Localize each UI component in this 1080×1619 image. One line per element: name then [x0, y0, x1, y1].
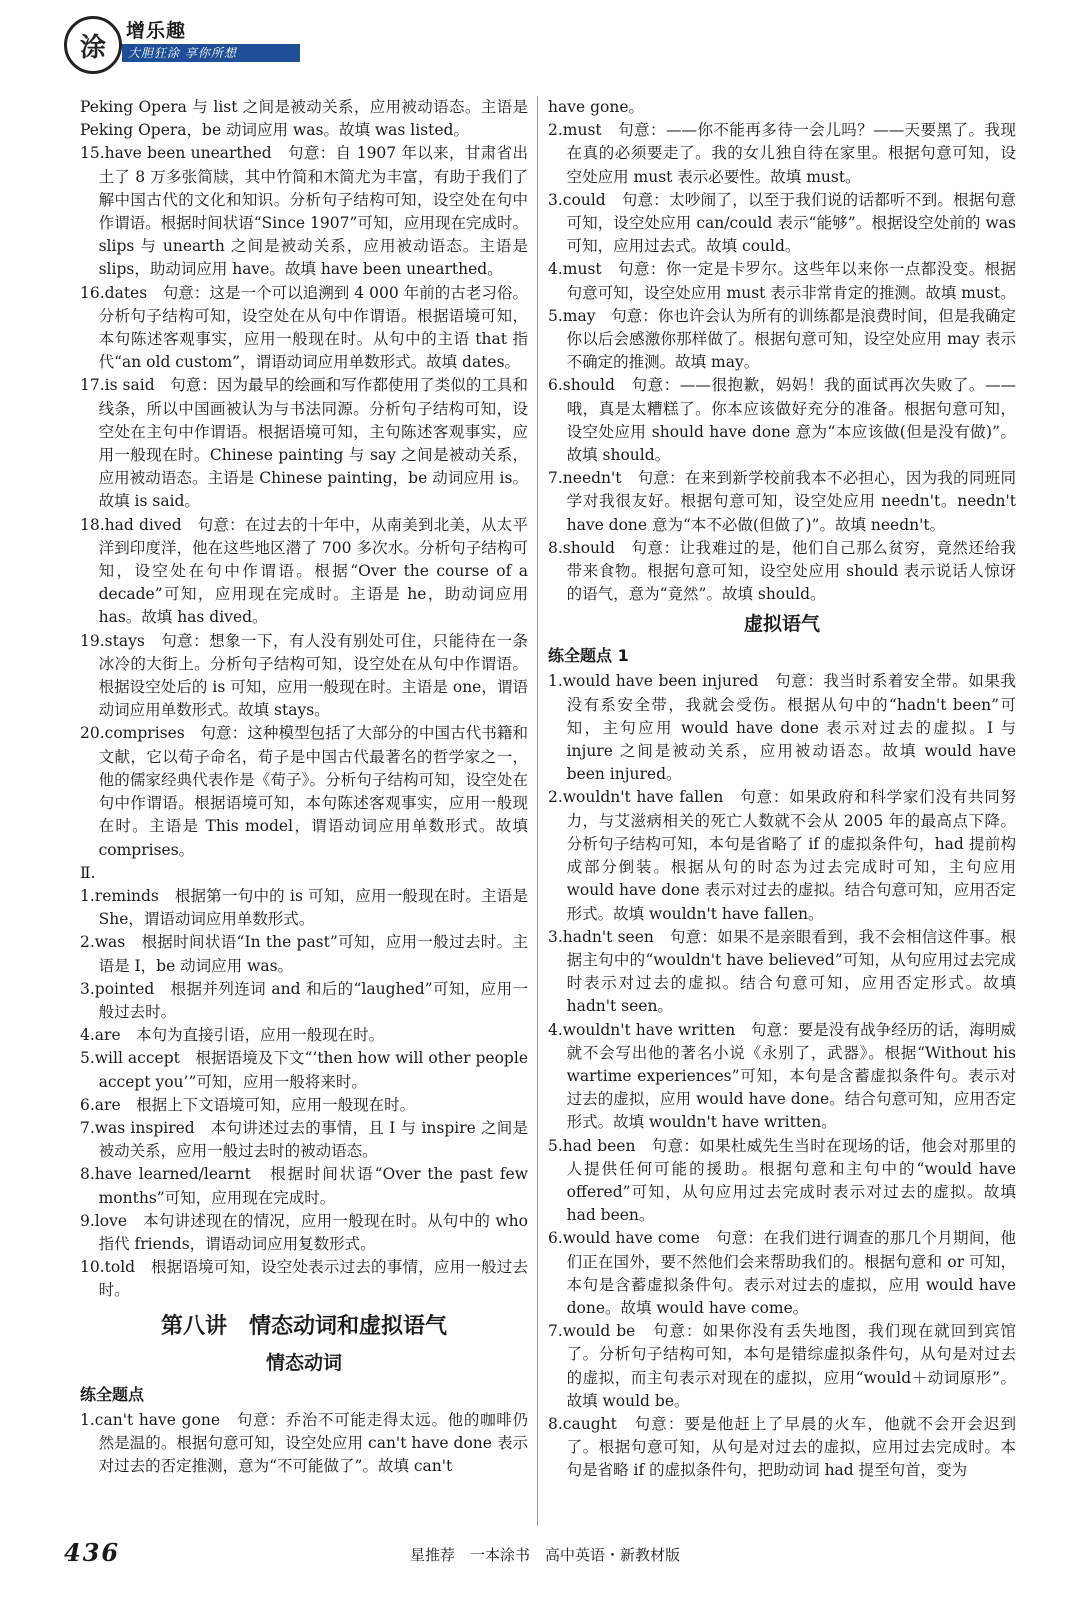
answer-item: 5.had been 句意：如果杜威先生当时在现场的话，他会对那里的人提供任何可能的援助。根据句意和主句中的“would have offered”可知，从句应用过去完成时表示对过去的虚拟。故填 had been。 — [548, 1136, 1016, 1225]
column-divider — [537, 96, 538, 1526]
answer-item: 2.was 根据时间状语“In the past”可知，应用一般过去时。主语是 I，be 动词应用 was。 — [80, 933, 528, 975]
logo-title: 增乐趣 — [126, 20, 187, 42]
answer-item: 17.is said 句意：因为最早的绘画和写作都使用了类似的工具和线条，所以中国画被认为与书法同源。分析句子结构可知，设空处在主句中作谓语。根据语境可知，主句陈述客观事实，应用一般现在时。Chinese painting 与 say 之间是被动关系，应用被动语态。主语是 Chinese painting，be 动词应用 is。故填 is said。 — [80, 376, 528, 511]
answer-item: 6.should 句意：——很抱歉，妈妈！我的面试再次失败了。——哦，真是太糟糕了。你本应该做好充分的准备。根据句意可知，设空处应用 should have done 意为“本应该做(但是没有做)”。故填 should。 — [548, 376, 1016, 465]
answer-item: 7.would be 句意：如果你没有丢失地图，我们现在就回到宾馆了。分析句子结构可知，本句是错综虚拟条件句，从句是对过去的虚拟，而主句表示对现在的虚拟，应用“would＋动词原形”。故填 would be。 — [548, 1322, 1016, 1410]
page-header — [64, 14, 364, 90]
answer-item: 1.reminds 根据第一句中的 is 可知，应用一般现在时。主语是 She，谓语动词应用单数形式。 — [80, 886, 528, 929]
answer-item: 3.hadn't seen 句意：如果不是亲眼看到，我不会相信这件事。根据主句中的“wouldn't have believed”可知，从句应用过去完成时表示对过去的虚拟。结合句意可知，应用否定形式。故填 hadn't seen。 — [548, 927, 1016, 1016]
answer-item: 2.must 句意：——你不能再多待一会儿吗？——天要黑了。我现在真的必须要走了。我的女儿独自待在家里。根据句意可知，设空处应用 must 表示必要性。故填 must。 — [548, 121, 1016, 186]
answer-item: 8.have learned/learnt 根据时间状语“Over the past few months”可知，应用现在完成时。 — [80, 1165, 528, 1207]
left-column — [80, 96, 528, 1478]
answer-item: 4.are 本句为直接引语，应用一般现在时。 — [80, 1026, 385, 1045]
answer-item: 6.would have come 句意：在我们进行调查的那几个月期间，他们正在国外，要不然他们会来帮助我们的。根据句意和 or 可知，本句是含蓄虚拟条件句。表示对过去的虚拟，应用 would have done。故填 would have come。 — [548, 1229, 1016, 1317]
logo-emblem: 涂 — [64, 16, 122, 74]
answer-item: 15.have been unearthed 句意：自 1907 年以来，甘肃省出土了 8 万多张简牍，其中竹简和木简尤为丰富，有助于我们了解中国古代的文化和知识。分析句子结构可知，设空处在句中作谓语。根据时间状语“Since 1907”可知，应用现在完成时。slips 与 unearth 之间是被动关系，应用被动语态。主语是 slips，助动词应用 have。故填 have been unearthed。 — [80, 144, 528, 279]
answer-item: 4.must 句意：你一定是卡罗尔。这些年以来你一点都没变。根据句意可知，设空处应用 must 表示非常肯定的推测。故填 must。 — [548, 260, 1016, 302]
subsection-title: 练全题点 1 — [548, 646, 629, 666]
page-number: 436 — [64, 1538, 121, 1567]
text-paragraph: Ⅱ. — [80, 863, 96, 882]
section-title: 虚拟语气 — [743, 613, 820, 636]
answer-item: 3.could 句意：太吵闹了，以至于我们说的话都听不到。根据句意可知，设空处应用 can/could 表示“能够”。根据设空处前的 was 可知，应用过去式。故填 could。 — [548, 190, 1016, 256]
logo-slogan: 大胆狂涂 享你所想 — [122, 44, 300, 62]
answer-item: 5.may 句意：你也许会认为所有的训练都是浪费时间，但是我确定你以后会感激你那样做了。根据句意可知，设空处应用 may 表示不确定的推测。故填 may。 — [548, 306, 1016, 372]
book-title: 星推荐 一本涂书 高中英语・新教材版 — [410, 1546, 681, 1564]
section-title: 情态动词 — [265, 1351, 342, 1374]
text-paragraph: have gone。 — [548, 98, 644, 116]
answer-item: 1.can't have gone 句意：乔治不可能走得太远。他的咖啡仍然是温的。根据句意可知，设空处应用 can't have done 表示对过去的否定推测，意为“不可能做了”。故填 can't — [80, 1410, 528, 1475]
answer-item: 1.would have been injured 句意：我当时系着安全带。如果我没有系安全带，我就会受伤。根据从句中的“hadn't been”可知，主句应用 would have done 表示对过去的虚拟。I 与 injure 之间是被动关系，应用被动语态。故填 would have been injured。 — [548, 672, 1016, 784]
answer-item: 10.told 根据语境可知，设空处表示过去的事情，应用一般过去时。 — [80, 1258, 528, 1300]
answer-item: 8.should 句意：让我难过的是，他们自己那么贫穷，竟然还给我带来食物。根据句意可知，设空处应用 should 表示说话人惊讶的语气，意为“竟然”。故填 should。 — [548, 538, 1016, 604]
answer-item: 9.love 本句讲述现在的情况，应用一般现在时。从句中的 who 指代 friends，谓语动词应用复数形式。 — [80, 1211, 528, 1253]
subsection-title: 练全题点 — [80, 1384, 145, 1404]
answer-item: 16.dates 句意：这是一个可以追溯到 4 000 年前的古老习俗。分析句子结构可知，设空处在从句中作谓语。根据语境可知，本句陈述客观事实，应用一般现在时。从句中的主语 that 指代“an old custom”，谓语动词应用单数形式。故填 dates。 — [80, 283, 528, 372]
answer-item: 18.had dived 句意：在过去的十年中，从南美到北美，从太平洋到印度洋，他在这些地区潜了 700 多次水。分析句子结构可知，设空处在句中作谓语。根据“Over the course of a decade”可知，应用现在完成时。主语是 he，助动词应用 has。故填 has dived。 — [80, 515, 528, 627]
answer-item: 7.was inspired 本句讲述过去的事情，且 I 与 inspire 之间是被动关系，应用一般过去时的被动语态。 — [80, 1118, 528, 1161]
answer-item: 3.pointed 根据并列连词 and 和后的“laughed”可知，应用一般过去时。 — [80, 979, 528, 1021]
answer-item: 4.wouldn't have written 句意：要是没有战争经历的话，海明威就不会写出他的著名小说《永别了，武器》。根据“Without his wartime experiences”可知，本句是含蓄虚拟条件句。表示对过去的虚拟，应用 would have done。结合句意可知，应用否定形式。故填 wouldn't have written。 — [548, 1020, 1016, 1132]
text-paragraph: Peking Opera 与 list 之间是被动关系，应用被动语态。主语是 Peking Opera，be 动词应用 was。故填 was listed。 — [80, 98, 528, 140]
answer-item: 19.stays 句意：想象一下，有人没有别处可住，只能待在一条冰冷的大街上。分析句子结构可知，设空处在从句中作谓语。根据设空处后的 is 可知，应用一般现在时。主语是 one，谓语动词应用单数形式。故填 stays。 — [80, 631, 528, 720]
answer-item: 7.needn't 句意：在来到新学校前我本不必担心，因为我的同班同学对我很友好。根据句意可知，设空处应用 needn't。needn't have done 意为“本不必做(但做了)”。故填 needn't。 — [548, 469, 1016, 534]
answer-item: 8.caught 句意：要是他赶上了早晨的火车，他就不会开会迟到了。根据句意可知，从句是对过去的虚拟，应用过去完成时。本句是省略 if 的虚拟条件句，把助动词 had 提至句首，变为 — [548, 1414, 1016, 1480]
page-footer — [0, 1534, 1080, 1574]
answer-item: 2.wouldn't have fallen 句意：如果政府和科学家们没有共同努力，与艾滋病相关的死亡人数就不会从 2005 年的最高点下降。分析句子结构可知，本句是省略了 if 的虚拟条件句，had 提前构成部分倒装。根据从句的时态为过去完成时可知，主句应用 would have done 表示对过去的虚拟。结合句意可知，应用否定形式。故填 wouldn't have fallen。 — [548, 788, 1016, 923]
lecture-title: 第八讲 情态动词和虚拟语气 — [160, 1313, 447, 1339]
right-column — [548, 96, 1016, 1483]
answer-item: 5.will accept 根据语境及下文“‘then how will other people accept you’”可知，应用一般将来时。 — [80, 1049, 528, 1091]
answer-item: 6.are 根据上下文语境可知，应用一般现在时。 — [80, 1095, 416, 1114]
answer-item: 20.comprises 句意：这种模型包括了大部分的中国古代书籍和文献，它以荀子命名，荀子是中国古代最著名的哲学家之一，他的儒家经典代表作是《荀子》。分析句子结构可知，设空处在句中作谓语。根据语境可知，本句陈述客观事实，应用一般现在时。主语是 This model，谓语动词应用单数形式。故填 comprises。 — [80, 724, 528, 859]
